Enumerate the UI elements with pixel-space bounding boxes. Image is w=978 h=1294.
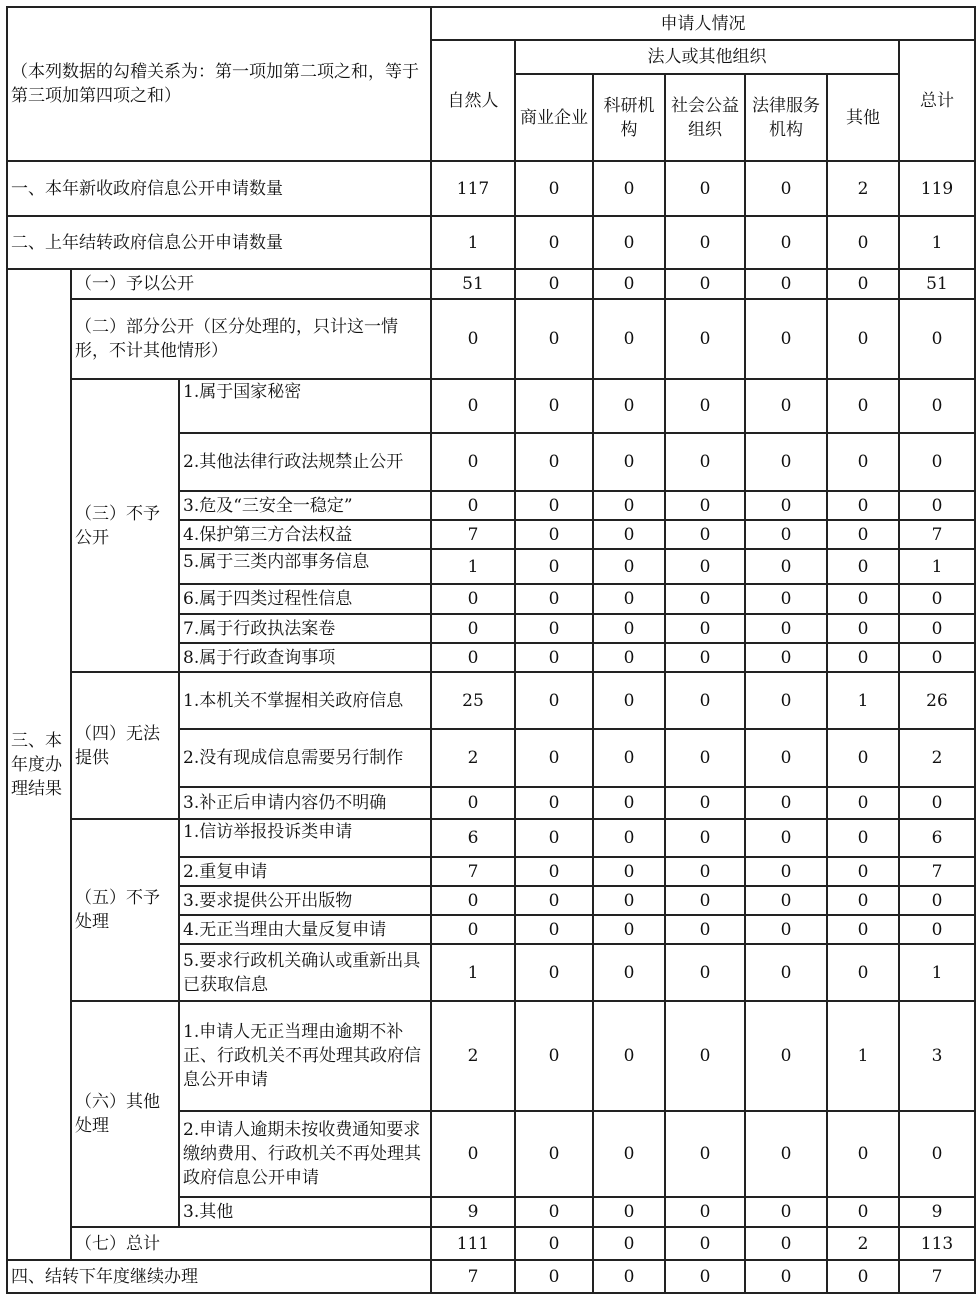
value-total: 0 — [899, 643, 975, 672]
value-other: 0 — [827, 491, 899, 520]
value-research-institution: 0 — [593, 520, 665, 549]
value-total: 2 — [899, 729, 975, 787]
value-social-welfare-org: 0 — [665, 1227, 745, 1260]
value-natural-person: 0 — [431, 433, 515, 491]
value-social-welfare-org: 0 — [665, 269, 745, 299]
row-label: 4.无正当理由大量反复申请 — [179, 915, 431, 944]
value-total: 0 — [899, 614, 975, 643]
row-label: 3.危及“三安全一稳定” — [179, 491, 431, 520]
value-research-institution: 0 — [593, 161, 665, 216]
row-label: 5.属于三类内部事务信息 — [179, 549, 431, 584]
row-label: 3.补正后申请内容仍不明确 — [179, 787, 431, 819]
value-commercial-enterprise: 0 — [515, 299, 593, 379]
value-commercial-enterprise: 0 — [515, 857, 593, 886]
value-natural-person: 0 — [431, 299, 515, 379]
value-legal-service-org: 0 — [745, 269, 827, 299]
value-social-welfare-org: 0 — [665, 1001, 745, 1111]
value-social-welfare-org: 0 — [665, 584, 745, 614]
value-other: 0 — [827, 819, 899, 857]
row-label: 2.申请人逾期未按收费通知要求缴纳费用、行政机关不再处理其政府信息公开申请 — [179, 1111, 431, 1197]
header-commercial-enterprise: 商业企业 — [515, 74, 593, 161]
row-label: （七）总计 — [71, 1227, 431, 1260]
row-label: 二、上年结转政府信息公开申请数量 — [7, 216, 431, 269]
row-label: 2.没有现成信息需要另行制作 — [179, 729, 431, 787]
value-other: 0 — [827, 269, 899, 299]
value-natural-person: 1 — [431, 944, 515, 1001]
value-natural-person: 0 — [431, 915, 515, 944]
value-other: 0 — [827, 729, 899, 787]
value-other: 0 — [827, 787, 899, 819]
value-legal-service-org: 0 — [745, 857, 827, 886]
row-label: 7.属于行政执法案卷 — [179, 614, 431, 643]
value-total: 0 — [899, 915, 975, 944]
header-note: （本列数据的勾稽关系为：第一项加第二项之和，等于第三项加第四项之和） — [7, 7, 431, 161]
value-legal-service-org: 0 — [745, 1227, 827, 1260]
value-research-institution: 0 — [593, 379, 665, 433]
value-commercial-enterprise: 0 — [515, 379, 593, 433]
value-legal-service-org: 0 — [745, 614, 827, 643]
value-commercial-enterprise: 0 — [515, 643, 593, 672]
value-natural-person: 0 — [431, 614, 515, 643]
value-commercial-enterprise: 0 — [515, 549, 593, 584]
value-natural-person: 117 — [431, 161, 515, 216]
row-label: 1.本机关不掌握相关政府信息 — [179, 672, 431, 729]
row-label: 四、结转下年度继续办理 — [7, 1260, 431, 1293]
row-label: 1.属于国家秘密 — [179, 379, 431, 433]
value-commercial-enterprise: 0 — [515, 584, 593, 614]
value-legal-service-org: 0 — [745, 729, 827, 787]
row-label: （一）予以公开 — [71, 269, 431, 299]
value-social-welfare-org: 0 — [665, 433, 745, 491]
value-commercial-enterprise: 0 — [515, 672, 593, 729]
value-total: 0 — [899, 379, 975, 433]
value-legal-service-org: 0 — [745, 1197, 827, 1227]
value-research-institution: 0 — [593, 857, 665, 886]
row-label: 4.保护第三方合法权益 — [179, 520, 431, 549]
value-legal-service-org: 0 — [745, 584, 827, 614]
value-social-welfare-org: 0 — [665, 216, 745, 269]
value-social-welfare-org: 0 — [665, 520, 745, 549]
value-legal-service-org: 0 — [745, 491, 827, 520]
group-not-processed: （五）不予处理 — [71, 819, 179, 1001]
value-other: 0 — [827, 1111, 899, 1197]
value-total: 51 — [899, 269, 975, 299]
value-other: 0 — [827, 614, 899, 643]
value-natural-person: 1 — [431, 216, 515, 269]
value-legal-service-org: 0 — [745, 1260, 827, 1293]
value-total: 7 — [899, 857, 975, 886]
value-natural-person: 2 — [431, 729, 515, 787]
value-commercial-enterprise: 0 — [515, 520, 593, 549]
value-legal-service-org: 0 — [745, 944, 827, 1001]
value-legal-service-org: 0 — [745, 1001, 827, 1111]
value-total: 0 — [899, 886, 975, 915]
row-label: 1.信访举报投诉类申请 — [179, 819, 431, 857]
value-natural-person: 111 — [431, 1227, 515, 1260]
value-total: 0 — [899, 433, 975, 491]
value-natural-person: 0 — [431, 379, 515, 433]
row-label: 3.其他 — [179, 1197, 431, 1227]
value-commercial-enterprise: 0 — [515, 915, 593, 944]
value-research-institution: 0 — [593, 299, 665, 379]
value-legal-service-org: 0 — [745, 216, 827, 269]
group-cannot-provide: （四）无法提供 — [71, 672, 179, 819]
value-total: 0 — [899, 299, 975, 379]
gov-info-disclosure-table — [6, 6, 976, 1294]
value-research-institution: 0 — [593, 819, 665, 857]
value-commercial-enterprise: 0 — [515, 491, 593, 520]
value-research-institution: 0 — [593, 886, 665, 915]
value-other: 0 — [827, 1260, 899, 1293]
value-total: 113 — [899, 1227, 975, 1260]
value-research-institution: 0 — [593, 643, 665, 672]
value-legal-service-org: 0 — [745, 819, 827, 857]
group-section-three: 三、本年度办理结果 — [7, 269, 71, 1260]
value-total: 9 — [899, 1197, 975, 1227]
row-label: 一、本年新收政府信息公开申请数量 — [7, 161, 431, 216]
value-total: 6 — [899, 819, 975, 857]
value-other: 0 — [827, 379, 899, 433]
row-label: 1.申请人无正当理由逾期不补正、行政机关不再处理其政府信息公开申请 — [179, 1001, 431, 1111]
value-other: 0 — [827, 857, 899, 886]
value-legal-service-org: 0 — [745, 379, 827, 433]
row-label: （二）部分公开（区分处理的，只计这一情形，不计其他情形） — [71, 299, 431, 379]
value-legal-service-org: 0 — [745, 672, 827, 729]
value-social-welfare-org: 0 — [665, 857, 745, 886]
value-research-institution: 0 — [593, 433, 665, 491]
value-other: 0 — [827, 915, 899, 944]
value-research-institution: 0 — [593, 584, 665, 614]
value-research-institution: 0 — [593, 269, 665, 299]
value-social-welfare-org: 0 — [665, 915, 745, 944]
value-other: 0 — [827, 886, 899, 915]
value-natural-person: 0 — [431, 886, 515, 915]
value-research-institution: 0 — [593, 1197, 665, 1227]
value-natural-person: 6 — [431, 819, 515, 857]
value-commercial-enterprise: 0 — [515, 944, 593, 1001]
value-total: 3 — [899, 1001, 975, 1111]
value-total: 7 — [899, 520, 975, 549]
value-legal-service-org: 0 — [745, 915, 827, 944]
value-other: 1 — [827, 672, 899, 729]
value-commercial-enterprise: 0 — [515, 1197, 593, 1227]
value-legal-service-org: 0 — [745, 886, 827, 915]
value-natural-person: 0 — [431, 584, 515, 614]
value-research-institution: 0 — [593, 944, 665, 1001]
value-total: 0 — [899, 1111, 975, 1197]
value-total: 0 — [899, 491, 975, 520]
value-natural-person: 2 — [431, 1001, 515, 1111]
value-commercial-enterprise: 0 — [515, 787, 593, 819]
header-social-welfare-org: 社会公益组织 — [665, 74, 745, 161]
value-legal-service-org: 0 — [745, 299, 827, 379]
value-legal-service-org: 0 — [745, 643, 827, 672]
value-social-welfare-org: 0 — [665, 1111, 745, 1197]
value-natural-person: 1 — [431, 549, 515, 584]
value-social-welfare-org: 0 — [665, 1197, 745, 1227]
value-social-welfare-org: 0 — [665, 1260, 745, 1293]
value-natural-person: 0 — [431, 787, 515, 819]
value-research-institution: 0 — [593, 1111, 665, 1197]
value-total: 1 — [899, 944, 975, 1001]
value-social-welfare-org: 0 — [665, 729, 745, 787]
value-other: 2 — [827, 161, 899, 216]
row-label: 6.属于四类过程性信息 — [179, 584, 431, 614]
value-natural-person: 25 — [431, 672, 515, 729]
value-total: 1 — [899, 549, 975, 584]
group-other-processing: （六）其他处理 — [71, 1001, 179, 1227]
value-total: 1 — [899, 216, 975, 269]
value-other: 0 — [827, 549, 899, 584]
value-research-institution: 0 — [593, 1001, 665, 1111]
value-total: 0 — [899, 787, 975, 819]
value-commercial-enterprise: 0 — [515, 433, 593, 491]
value-research-institution: 0 — [593, 549, 665, 584]
value-social-welfare-org: 0 — [665, 819, 745, 857]
value-natural-person: 7 — [431, 857, 515, 886]
value-commercial-enterprise: 0 — [515, 1111, 593, 1197]
value-social-welfare-org: 0 — [665, 944, 745, 1001]
value-research-institution: 0 — [593, 216, 665, 269]
value-other: 2 — [827, 1227, 899, 1260]
value-total: 7 — [899, 1260, 975, 1293]
value-other: 0 — [827, 584, 899, 614]
value-commercial-enterprise: 0 — [515, 819, 593, 857]
header-other: 其他 — [827, 74, 899, 161]
value-commercial-enterprise: 0 — [515, 269, 593, 299]
value-research-institution: 0 — [593, 787, 665, 819]
value-natural-person: 0 — [431, 643, 515, 672]
value-social-welfare-org: 0 — [665, 299, 745, 379]
header-legal-person-org: 法人或其他组织 — [515, 40, 899, 74]
value-commercial-enterprise: 0 — [515, 1001, 593, 1111]
value-research-institution: 0 — [593, 491, 665, 520]
value-social-welfare-org: 0 — [665, 379, 745, 433]
value-commercial-enterprise: 0 — [515, 1227, 593, 1260]
value-legal-service-org: 0 — [745, 433, 827, 491]
value-legal-service-org: 0 — [745, 1111, 827, 1197]
value-research-institution: 0 — [593, 1260, 665, 1293]
value-total: 26 — [899, 672, 975, 729]
group-not-disclosed: （三）不予公开 — [71, 379, 179, 672]
value-natural-person: 51 — [431, 269, 515, 299]
value-natural-person: 9 — [431, 1197, 515, 1227]
header-natural-person: 自然人 — [431, 40, 515, 161]
value-research-institution: 0 — [593, 729, 665, 787]
value-natural-person: 7 — [431, 520, 515, 549]
value-commercial-enterprise: 0 — [515, 1260, 593, 1293]
value-research-institution: 0 — [593, 915, 665, 944]
value-social-welfare-org: 0 — [665, 549, 745, 584]
value-legal-service-org: 0 — [745, 520, 827, 549]
value-research-institution: 0 — [593, 672, 665, 729]
value-social-welfare-org: 0 — [665, 643, 745, 672]
value-commercial-enterprise: 0 — [515, 886, 593, 915]
row-label: 8.属于行政查询事项 — [179, 643, 431, 672]
value-legal-service-org: 0 — [745, 161, 827, 216]
value-legal-service-org: 0 — [745, 787, 827, 819]
row-label: 2.其他法律行政法规禁止公开 — [179, 433, 431, 491]
header-legal-service-org: 法律服务机构 — [745, 74, 827, 161]
value-other: 0 — [827, 299, 899, 379]
value-research-institution: 0 — [593, 1227, 665, 1260]
value-social-welfare-org: 0 — [665, 491, 745, 520]
value-commercial-enterprise: 0 — [515, 614, 593, 643]
value-legal-service-org: 0 — [745, 549, 827, 584]
row-label: 2.重复申请 — [179, 857, 431, 886]
value-other: 0 — [827, 1197, 899, 1227]
value-other: 0 — [827, 944, 899, 1001]
value-other: 0 — [827, 216, 899, 269]
value-total: 119 — [899, 161, 975, 216]
value-natural-person: 0 — [431, 1111, 515, 1197]
header-total: 总计 — [899, 40, 975, 161]
value-commercial-enterprise: 0 — [515, 729, 593, 787]
value-other: 0 — [827, 643, 899, 672]
value-natural-person: 0 — [431, 491, 515, 520]
value-other: 0 — [827, 433, 899, 491]
value-research-institution: 0 — [593, 614, 665, 643]
value-natural-person: 7 — [431, 1260, 515, 1293]
value-social-welfare-org: 0 — [665, 886, 745, 915]
row-label: 3.要求提供公开出版物 — [179, 886, 431, 915]
value-social-welfare-org: 0 — [665, 672, 745, 729]
header-research-institution: 科研机构 — [593, 74, 665, 161]
row-label: 5.要求行政机关确认或重新出具已获取信息 — [179, 944, 431, 1001]
value-commercial-enterprise: 0 — [515, 216, 593, 269]
value-commercial-enterprise: 0 — [515, 161, 593, 216]
value-other: 0 — [827, 520, 899, 549]
header-applicant-situation: 申请人情况 — [431, 7, 975, 40]
value-social-welfare-org: 0 — [665, 614, 745, 643]
value-social-welfare-org: 0 — [665, 161, 745, 216]
value-total: 0 — [899, 584, 975, 614]
value-social-welfare-org: 0 — [665, 787, 745, 819]
value-other: 1 — [827, 1001, 899, 1111]
